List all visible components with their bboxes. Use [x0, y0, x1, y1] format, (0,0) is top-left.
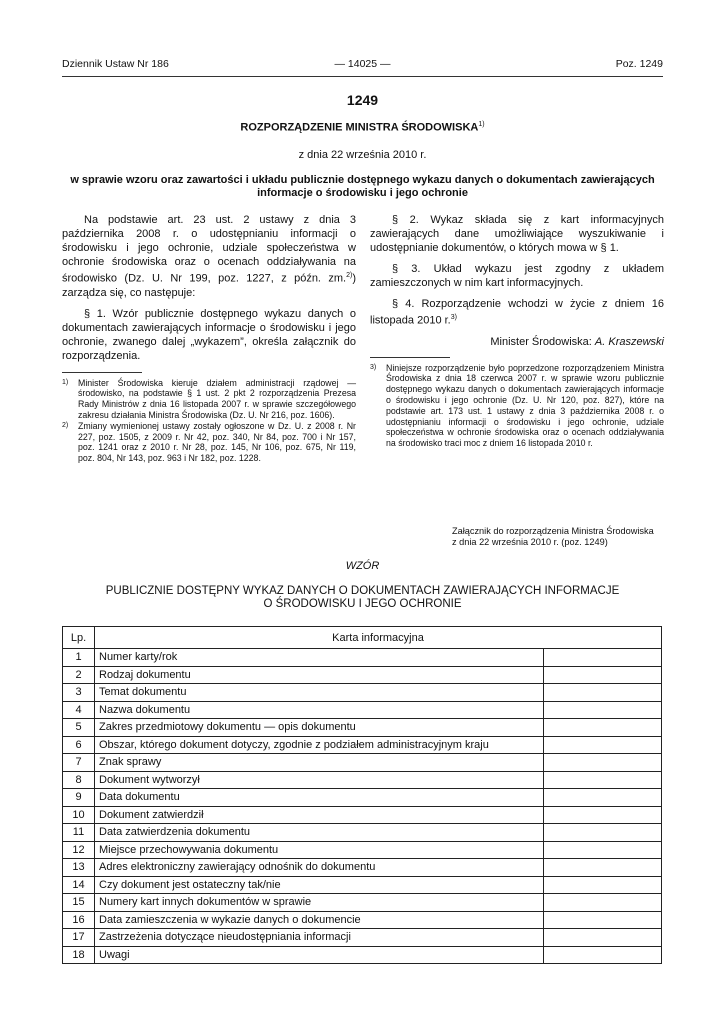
row-value-cell: [544, 719, 662, 737]
row-value-cell: [544, 789, 662, 807]
signature-name: A. Kraszewski: [594, 335, 664, 348]
row-label: Temat dokumentu: [95, 684, 544, 702]
row-value-cell: [544, 946, 662, 964]
table-row: [63, 876, 662, 894]
row-number: 8: [63, 771, 95, 789]
row-label: Data dokumentu: [95, 789, 544, 807]
header-lp: Lp.: [63, 627, 95, 649]
table-row: [63, 911, 662, 929]
row-number: 18: [63, 946, 95, 964]
table-row: [63, 806, 662, 824]
row-value-cell: [544, 666, 662, 684]
table-title-line-1: PUBLICZNIE DOSTĘPNY WYKAZ DANYCH O DOKUMENTACH ZAWIERAJĄCYCH INFORMACJE: [105, 585, 620, 597]
row-label: Nazwa dokumentu: [95, 701, 544, 719]
row-number: 3: [63, 684, 95, 702]
page-header: [62, 58, 663, 72]
table-row: [63, 841, 662, 859]
row-label: Czy dokument jest ostateczny tak/nie: [95, 876, 544, 894]
table-header-row: [63, 627, 662, 649]
row-label: Adres elektroniczny zawierający odnośnik do dokumentu: [95, 859, 544, 877]
paragraph-4-text: § 4. Rozporządzenie wchodzi w życie z dniem 16 listopada 2010 r.: [370, 298, 664, 327]
row-value-cell: [544, 771, 662, 789]
row-value-cell: [544, 806, 662, 824]
row-number: 7: [63, 754, 95, 772]
table-row: [63, 789, 662, 807]
left-column: [62, 213, 356, 464]
row-label: Obszar, którego dokument dotyczy, zgodnie z podziałem administracyjnym kraju: [95, 736, 544, 754]
row-number: 15: [63, 894, 95, 912]
position-ref: Poz. 1249: [615, 58, 663, 70]
table-row: [63, 929, 662, 947]
row-value-cell: [544, 859, 662, 877]
table-row: [63, 649, 662, 667]
table-row: [63, 824, 662, 842]
regulation-date: z dnia 22 września 2010 r.: [298, 149, 427, 161]
preamble-footnote-ref: 2): [346, 272, 353, 279]
row-label: Dokument wytworzył: [95, 771, 544, 789]
table-row: [63, 771, 662, 789]
row-number: 1: [63, 649, 95, 667]
regulation-title-text: ROZPORZĄDZENIE MINISTRA ŚRODOWISKA: [240, 121, 479, 134]
row-value-cell: [544, 754, 662, 772]
row-number: 10: [63, 806, 95, 824]
footnote-2: [62, 421, 356, 464]
row-number: 6: [63, 736, 95, 754]
row-number: 13: [63, 859, 95, 877]
row-label: Numery kart innych dokumentów w sprawie: [95, 894, 544, 912]
row-label: Dokument zatwierdził: [95, 806, 544, 824]
row-label: Uwagi: [95, 946, 544, 964]
row-value-cell: [544, 911, 662, 929]
paragraph-2: § 2. Wykaz składa się z kart informacyjnych zawierających dane umożliwiające wyszukiwanie i udostępnianie dokumentów, o których mowa w § 1.: [370, 214, 664, 254]
paragraph-1: § 1. Wzór publicznie dostępnego wykazu danych o dokumentach zawierających informacje o środowisku i jego ochronie, zwanego dalej „wykazem”, określa załącznik do rozporządzenia.: [62, 307, 356, 362]
row-value-cell: [544, 876, 662, 894]
footnote-3: [370, 363, 664, 449]
preamble-end: ) zarządza się, co następuje:: [62, 272, 356, 299]
title-footnote-ref: 1): [478, 121, 485, 128]
table-row: [63, 684, 662, 702]
position-number: 1249: [346, 92, 379, 108]
row-value-cell: [544, 649, 662, 667]
annex-line-1: Załącznik do rozporządzenia Ministra Środowiska: [452, 526, 654, 536]
table-row: [63, 719, 662, 737]
page-number: — 14025 —: [334, 58, 391, 70]
preamble: [62, 213, 356, 300]
annex-line-2: z dnia 22 września 2010 r. (poz. 1249): [452, 537, 608, 547]
row-number: 2: [63, 666, 95, 684]
paragraph-4: [370, 297, 664, 328]
footnote-rule: [370, 357, 450, 358]
journal-name: Dziennik Ustaw Nr 186: [62, 58, 169, 70]
table-row: [63, 736, 662, 754]
row-label: Numer karty/rok: [95, 649, 544, 667]
paragraph-3: § 3. Układ wykazu jest zgodny z układem zamieszczonych w nim kart informacyjnych.: [370, 263, 664, 289]
regulation-subject: w sprawie wzoru oraz zawartości i układu publicznie dostępnego wykazu danych o dokumentach zawierających informacje o środowisku i jego ochronie: [70, 174, 655, 199]
row-label: Data zamieszczenia w wykazie danych o dokumencie: [95, 911, 544, 929]
table-title: [90, 585, 635, 611]
table-row: [63, 859, 662, 877]
row-label: Rodzaj dokumentu: [95, 666, 544, 684]
signature: [370, 336, 664, 348]
footnote-text: Niniejsze rozporządzenie było poprzedzone rozporządzeniem Ministra Środowiska z dnia 18 czerwca 2007 r. w sprawie wzoru publicznie dostępnego wykazu danych o dokumentach zawierających informacje o środowisku i jego ochronie (Dz. U. Nr 120, poz. 827), które na podstawie art. 173 ust. 1 ustawy z dnia 3 października 2008 r. o udostępnianiu informacji o środowisku i jego ochronie, udziale społeczeństwa w ochronie środowiska oraz o ocenach oddziaływania na środowisko traci moc z dniem 16 listopada 2010 r.: [386, 362, 664, 449]
table-title-line-2: O ŚRODOWISKU I JEGO OCHRONIE: [263, 598, 462, 610]
row-number: 5: [63, 719, 95, 737]
info-card-table: [62, 626, 662, 964]
row-value-cell: [544, 736, 662, 754]
table-row: [63, 666, 662, 684]
footnote-text: Zmiany wymienionej ustawy zostały ogłoszone w Dz. U. z 2008 r. Nr 227, poz. 1505, z 2009 r. Nr 42, poz. 340, Nr 84, poz. 700 i Nr 157, poz. 1241 oraz z 2010 r. Nr 28, poz. 145, Nr 106, poz. 675, Nr 119, poz. 804, Nr 143, poz. 963 i Nr 182, poz. 1228.: [78, 420, 356, 464]
right-column: [370, 213, 664, 449]
footnote-mark: 1): [62, 378, 69, 386]
header-card: Karta informacyjna: [95, 627, 662, 649]
regulation-title: [0, 121, 725, 134]
row-label: Miejsce przechowywania dokumentu: [95, 841, 544, 859]
row-value-cell: [544, 929, 662, 947]
row-number: 12: [63, 841, 95, 859]
row-label: Zakres przedmiotowy dokumentu — opis dokumentu: [95, 719, 544, 737]
row-label: Data zatwierdzenia dokumentu: [95, 824, 544, 842]
row-value-cell: [544, 684, 662, 702]
row-value-cell: [544, 701, 662, 719]
row-value-cell: [544, 824, 662, 842]
row-number: 17: [63, 929, 95, 947]
table-row: [63, 701, 662, 719]
table-row: [63, 946, 662, 964]
signature-label: Minister Środowiska:: [490, 335, 592, 348]
row-number: 9: [63, 789, 95, 807]
row-number: 4: [63, 701, 95, 719]
footnote-mark: 3): [370, 363, 377, 371]
table-row: [63, 754, 662, 772]
template-label: WZÓR: [345, 560, 380, 572]
header-rule: [62, 76, 663, 77]
preamble-text: Na podstawie art. 23 ust. 2 ustawy z dnia 3 października 2008 r. o udostępnianiu informacji o środowisku i jego ochronie, udziale społeczeństwa w ochronie środowiska oraz o ocenach oddziaływania na środowisko (Dz. U. Nr 199, poz. 1227, z późn. zm.: [62, 214, 356, 285]
row-number: 11: [63, 824, 95, 842]
footnote-1: [62, 378, 356, 421]
annex-note: [452, 526, 654, 548]
row-label: Znak sprawy: [95, 754, 544, 772]
footnote-mark: 2): [62, 421, 69, 429]
row-number: 14: [63, 876, 95, 894]
row-label: Zastrzeżenia dotyczące nieudostępniania informacji: [95, 929, 544, 947]
paragraph-4-footnote-ref: 3): [450, 314, 457, 321]
footnote-text: Minister Środowiska kieruje działem administracji rządowej — środowisko, na podstawie § 1 ust. 2 pkt 2 rozporządzenia Prezesa Rady Ministrów z dnia 16 listopada 2007 r. w sprawie szczegółowego zakresu działania Ministra Środowiska (Dz. U. Nr 216, poz. 1606).: [78, 377, 356, 421]
row-value-cell: [544, 841, 662, 859]
row-number: 16: [63, 911, 95, 929]
table-row: [63, 894, 662, 912]
footnote-rule: [62, 372, 142, 373]
row-value-cell: [544, 894, 662, 912]
